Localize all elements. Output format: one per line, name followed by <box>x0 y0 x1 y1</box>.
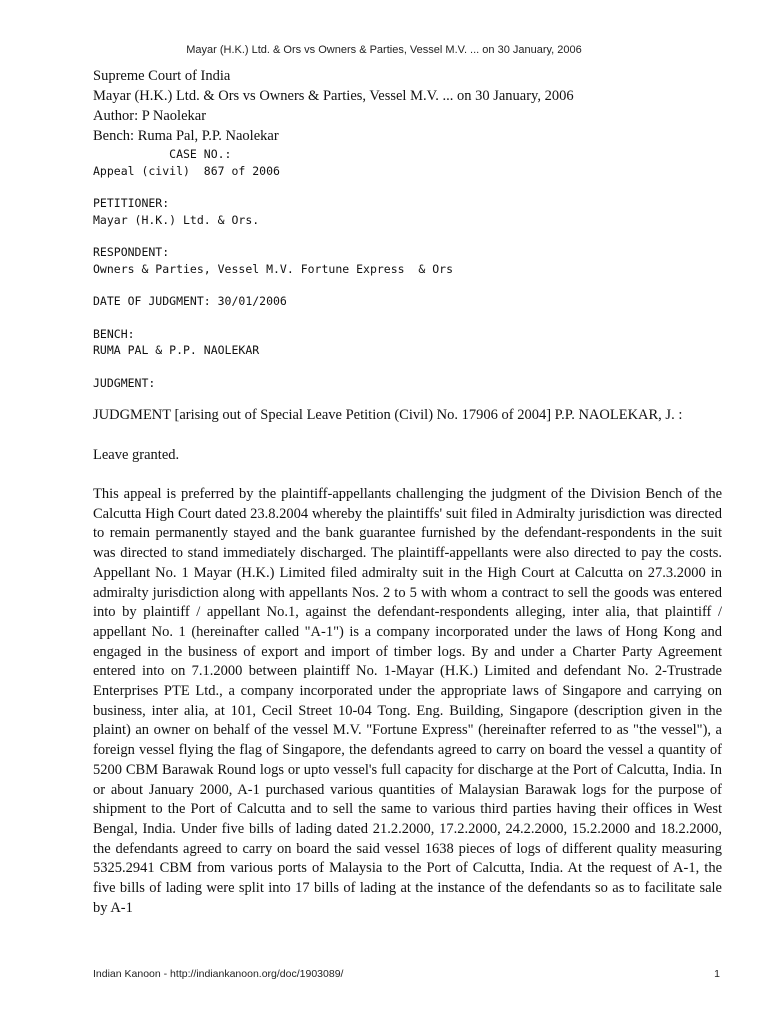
respondent-label: RESPONDENT: <box>93 245 170 259</box>
judgment-heading: JUDGMENT [arising out of Special Leave Petition (Civil) No. 17906 of 2004] P.P. NAOLEKAR, J. : <box>93 407 683 423</box>
leave-granted: Leave granted. <box>93 447 180 463</box>
respondent-value: Owners & Parties, Vessel M.V. Fortune Express & Ors <box>93 261 454 276</box>
footer-source: Indian Kanoon - http://indiankanoon.org/doc/1903089/ <box>93 968 344 980</box>
bench-value: RUMA PAL & P.P. NAOLEKAR <box>93 343 260 357</box>
case-details <box>93 146 722 391</box>
date-of-judgment: DATE OF JUDGMENT: 30/01/2006 <box>93 294 287 308</box>
document-body <box>93 66 722 918</box>
case-title: Mayar (H.K.) Ltd. & Ors vs Owners & Parties, Vessel M.V. ... on 30 January, 2006 <box>93 88 574 104</box>
author-line: Author: P Naolekar <box>93 108 207 124</box>
judgment-label: JUDGMENT: <box>93 375 156 390</box>
bench-line: Bench: Ruma Pal, P.P. Naolekar <box>93 128 279 144</box>
paragraph: This appeal is preferred by the plaintiff-appellants challenging the judgment of the Division Bench of the Calcutta High Court dated 23.8.2004 whereby the plaintiffs' suit filed in Admiralty jurisdiction was directed to remain permanently stayed and the bank guarantee furnished by the defendant-respondents in the suit was directed to stand immediately discharged. The plaintiff-appellants were also directed to pay the costs. Appellant No. 1 Mayar (H.K.) Limited filed admiralty suit in the High Court at Calcutta on 27.3.2000 in admiralty jurisdiction along with appellants Nos. 2 to 5 with whom a contract to sell the goods was entered into by plaintiff / appellant No.1, against the defendant-respondents alleging, inter alia, that plaintiff / appellant No. 1 (hereinafter called "A-1") is a company incorporated under the laws of Hong Kong and engaged in the business of export and import of timber logs. By and under a Charter Party Agreement entered into on 7.1.2000 between plaintiff No. 1-Mayar (H.K.) Limited and defendant No. 2-Trustrade Enterprises PTE Ltd., a company incorporated under the appropriate laws of Singapore and carrying on business, inter alia, at 101, Cecil Street 10-04 Tong. Eng. Building, Singapore (description given in the plaint) an owner on behalf of the vessel M.V. "Fortune Express" (hereinafter referred to as "the vessel"), a foreign vessel flying the flag of Singapore, the defendants agreed to carry on board the vessel a quantity of 5200 CBM Barawak Round logs or upto vessel's full capacity for discharge at the Port of Calcutta, India. In or about January 2000, A-1 purchased various quantities of Malaysian Barawak logs for the purpose of shipment to the Port of Calcutta and to sell the same to various third parties having their offices in West Bengal, India. Under five bills of lading dated 21.2.2000, 17.2.2000, 24.2.2000, 15.2.2000 and 18.2.2000, the defendants agreed to carry on board the said vessel 1638 pieces of logs of different quality measuring 5325.2941 CBM from various ports of Malaysia to the Port of Calcutta, India. At the request of A-1, the five bills of lading were split into 17 bills of lading at the instance of the defendants so as to facilitate sale by A-1 <box>93 486 722 916</box>
petitioner-value: Mayar (H.K.) Ltd. & Ors. <box>93 212 260 227</box>
document-meta <box>93 66 722 146</box>
case-no-label: CASE NO.: <box>93 147 232 161</box>
bench-label: BENCH: <box>93 326 135 341</box>
running-header: Mayar (H.K.) Ltd. & Ors vs Owners & Parties, Vessel M.V. ... on 30 January, 2006 <box>186 44 582 56</box>
petitioner-label: PETITIONER: <box>93 196 170 210</box>
page-number: 1 <box>714 968 720 980</box>
case-no-value: Appeal (civil) 867 of 2006 <box>93 163 280 178</box>
court-name: Supreme Court of India <box>93 68 231 84</box>
